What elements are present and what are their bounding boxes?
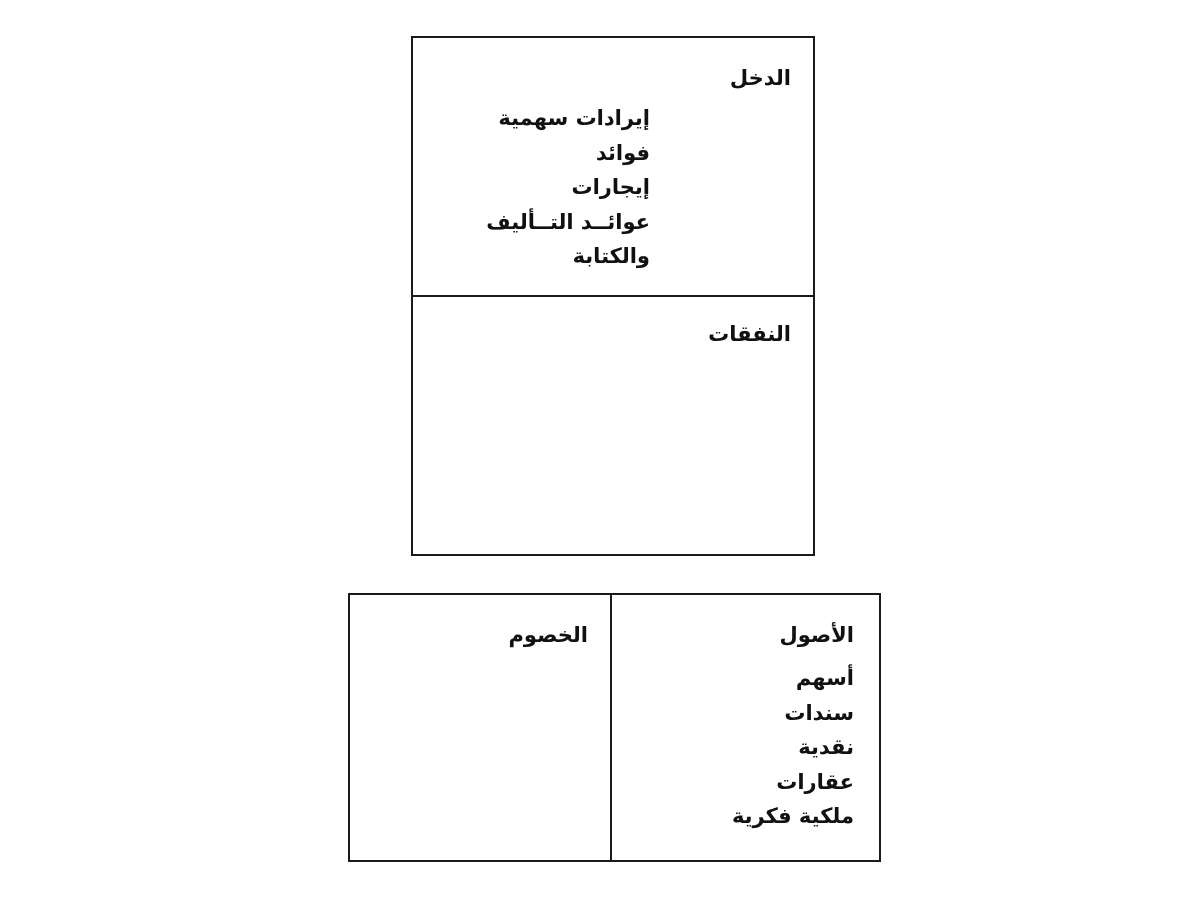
income-item: إيرادات سهمية (498, 106, 650, 130)
income-heading: الدخل (729, 66, 791, 90)
income-section (413, 38, 813, 297)
income-item: فوائد (595, 140, 650, 165)
liabilities-section (350, 595, 612, 860)
income-items-list (486, 101, 650, 274)
asset-item: أسهم (795, 666, 854, 690)
expenses-heading: النفقات (708, 322, 791, 346)
income-item: والكتابة (572, 244, 650, 268)
assets-heading: الأصول (779, 623, 854, 647)
income-statement-box (411, 36, 815, 556)
asset-item: عقارات (776, 769, 854, 794)
balance-sheet-box (348, 593, 881, 862)
assets-section (610, 595, 879, 860)
income-item: عوائــد التــأليف (486, 209, 650, 234)
asset-item: سندات (784, 700, 854, 725)
assets-items-list (732, 661, 854, 834)
liabilities-heading: الخصوم (508, 623, 588, 647)
income-item: إيجارات (571, 175, 650, 199)
asset-item: ملكية فكرية (731, 804, 854, 828)
asset-item: نقدية (798, 735, 854, 759)
expenses-section (413, 297, 813, 554)
